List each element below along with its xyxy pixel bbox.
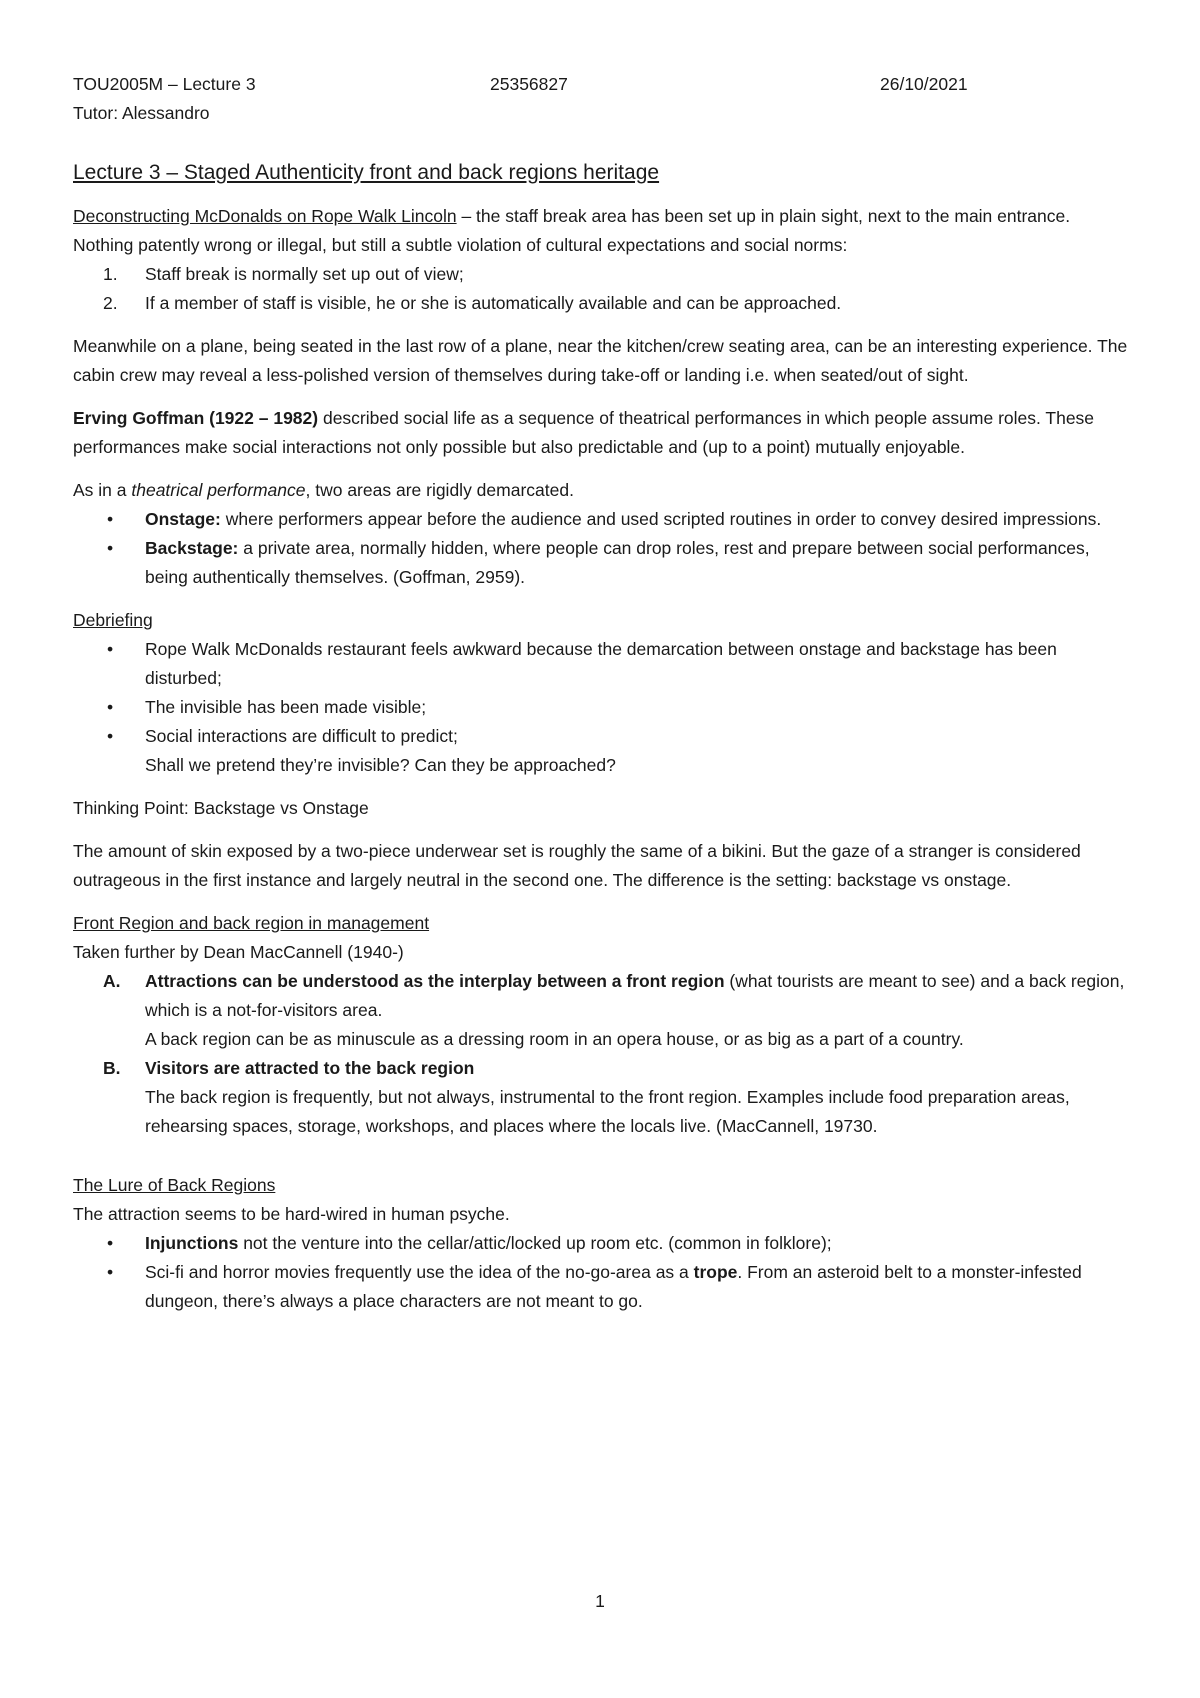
- goffman-paragraph: [73, 404, 1133, 462]
- list-item: [73, 534, 1133, 592]
- list-text: where performers appear before the audience and used scripted routines in order to convey desired impressions.: [220, 509, 1102, 530]
- theatre-pre: As in a: [73, 480, 132, 501]
- list-bold: trope: [693, 1262, 738, 1283]
- list-item: [73, 635, 1133, 693]
- list-text: Social interactions are difficult to predict;: [145, 726, 458, 747]
- lure-list: [73, 1229, 1133, 1316]
- bullet: •: [107, 639, 114, 660]
- list-item: [73, 722, 1133, 751]
- list-number: A.: [103, 971, 121, 992]
- bullet: •: [107, 697, 114, 718]
- list-item: [73, 260, 1133, 289]
- list-bold: Attractions can be understood as the interplay between a front region: [145, 971, 725, 992]
- thinking-point: Thinking Point: Backstage vs Onstage: [73, 798, 369, 819]
- page-header: [73, 70, 1133, 99]
- debriefing-list: [73, 635, 1133, 780]
- list-item: [73, 967, 1133, 1054]
- list-number: B.: [103, 1058, 121, 1079]
- list-bold: Visitors are attracted to the back region: [145, 1058, 475, 1079]
- lecture-title: Lecture 3 – Staged Authenticity front and back regions heritage: [73, 161, 660, 184]
- bullet: •: [107, 509, 114, 530]
- intro-heading: Deconstructing McDonalds on Rope Walk Lincoln: [73, 206, 457, 227]
- list-item: [73, 1054, 1133, 1141]
- list-item: [73, 693, 1133, 722]
- lure-heading: The Lure of Back Regions: [73, 1175, 276, 1196]
- debriefing-heading: Debriefing: [73, 610, 153, 631]
- student-id: 25356827: [490, 74, 568, 94]
- front-back-heading: Front Region and back region in management: [73, 913, 430, 934]
- list-text: Shall we pretend they’re invisible? Can they be approached?: [145, 755, 616, 776]
- term: Backstage:: [145, 538, 239, 559]
- bullet: •: [107, 726, 114, 747]
- course-code: TOU2005M – Lecture 3: [73, 74, 256, 94]
- list-item: [73, 1258, 1133, 1316]
- intro-text: – the staff break area has been set up in plain sight, next to the main entrance. Nothing patently wrong or illegal, but still a subtle violation of cultural expectations and social norms:: [73, 206, 1071, 256]
- list-extra: A back region can be as minuscule as a dressing room in an opera house, or as big as a part of a country.: [145, 1029, 964, 1050]
- list-text: The invisible has been made visible;: [145, 697, 427, 718]
- list-item: [73, 751, 1133, 780]
- list-text: Sci-fi and horror movies frequently use the idea of the no-go-area as a: [145, 1262, 694, 1283]
- list-text: not the venture into the cellar/attic/locked up room etc. (common in folklore);: [238, 1233, 832, 1254]
- document-page: [73, 70, 1133, 1316]
- list-number: 1.: [103, 264, 118, 285]
- list-text: . From an asteroid belt to a monster-infested dungeon, there’s always a place characters are not meant to go.: [145, 1262, 1082, 1312]
- list-item: [73, 1229, 1133, 1258]
- header-date: 26/10/2021: [880, 74, 968, 94]
- skin-paragraph: The amount of skin exposed by a two-piece underwear set is roughly the same of a bikini. But the gaze of a stranger is considered outrageous in the first instance and largely neutral in the second one. The difference is the setting: backstage vs onstage.: [73, 841, 1081, 891]
- tutor-line: Tutor: Alessandro: [73, 103, 210, 123]
- list-bold: Injunctions: [145, 1233, 239, 1254]
- bullet: •: [107, 1233, 114, 1254]
- theatre-post: , two areas are rigidly demarcated.: [305, 480, 574, 501]
- lure-subheading: The attraction seems to be hard-wired in human psyche.: [73, 1204, 510, 1225]
- list-text: a private area, normally hidden, where people can drop roles, rest and prepare between social performances, being authentically themselves. (Goffman, 2959).: [145, 538, 1090, 588]
- list-item: [73, 505, 1133, 534]
- theatre-paragraph: [73, 476, 1133, 505]
- list-item: [73, 289, 1133, 318]
- front-back-subheading: Taken further by Dean MacCannell (1940-): [73, 942, 404, 963]
- list-number: 2.: [103, 293, 118, 314]
- goffman-name: Erving Goffman (1922 – 1982): [73, 408, 319, 429]
- intro-paragraph: [73, 202, 1133, 260]
- list-text: Staff break is normally set up out of view;: [145, 264, 464, 285]
- bullet: •: [107, 538, 114, 559]
- theatre-list: [73, 505, 1133, 592]
- bullet: •: [107, 1262, 114, 1283]
- theatre-em: theatrical performance: [131, 480, 306, 501]
- front-back-list: [73, 967, 1133, 1141]
- term: Onstage:: [145, 509, 221, 530]
- intro-list: [73, 260, 1133, 318]
- list-text: Rope Walk McDonalds restaurant feels awkward because the demarcation between onstage and backstage has been disturbed;: [145, 639, 1057, 689]
- list-text: (what tourists are meant to see) and a back region, which is a not-for-visitors area.: [145, 971, 1125, 1021]
- page-number: 1: [595, 1591, 605, 1611]
- list-text: If a member of staff is visible, he or she is automatically available and can be approached.: [145, 293, 842, 314]
- list-text: The back region is frequently, but not always, instrumental to the front region. Examples include food preparation areas, rehearsing spaces, storage, workshops, and places where the locals live. (MacCannell, 19730.: [145, 1087, 1070, 1137]
- plane-paragraph: Meanwhile on a plane, being seated in the last row of a plane, near the kitchen/crew seating area, can be an interesting experience. The cabin crew may reveal a less-polished version of themselves during take-off or landing i.e. when seated/out of sight.: [73, 336, 1128, 386]
- goffman-text: described social life as a sequence of theatrical performances in which people assume roles. These performances make social interactions not only possible but also predictable and (up to a point) mutually enjoyable.: [73, 408, 1095, 458]
